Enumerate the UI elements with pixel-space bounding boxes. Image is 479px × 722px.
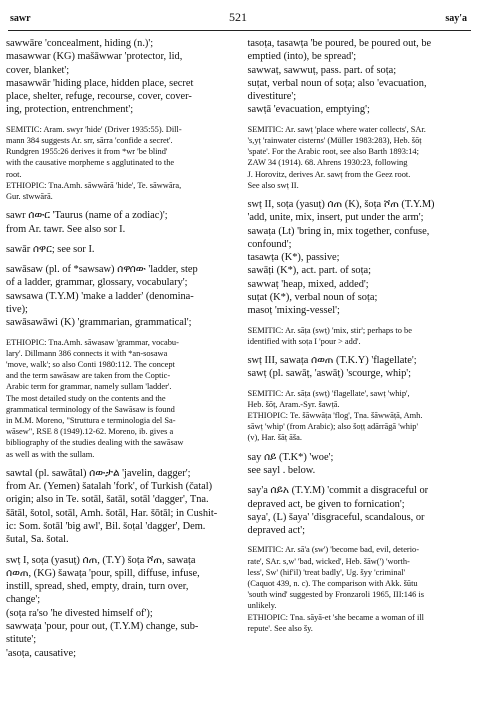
text-line: identified with soṭa I 'pour > add'. xyxy=(247,336,361,346)
text-line: sawāṭi (K*), act. part. of soṭa; xyxy=(247,265,371,277)
text-line: sawaṭa (Lt) 'bring in, mix together, confuse, xyxy=(247,225,430,237)
text-line: suṭat (K*), verbal noun of soṭa; xyxy=(247,292,378,304)
dictionary-entry xyxy=(248,37,474,117)
text-line: depraved act, be given to fornication'; xyxy=(247,498,405,510)
dictionary-entry xyxy=(6,467,232,547)
header-left-guide-word: sawr xyxy=(10,13,31,24)
text-line: from Ar. (Yemen) šatalah 'fork', of Turkish (čatal) xyxy=(6,481,213,493)
text-line: 'asoṭa, causative; xyxy=(6,647,76,659)
text-line: Rundgren 1955:26 derives it from *wr 'be blind' xyxy=(6,147,168,157)
text-line: masawwār 'hiding place, hidden place, secret xyxy=(6,77,194,89)
text-line: (Caquot 439, n. c). The comparison with Akk. šūtu xyxy=(247,579,418,589)
text-line: sawwaṭ 'heap, mixed, added'; xyxy=(247,278,369,290)
text-line: sawwaṭ, sawwuṭ, pass. part. of soṭa; xyxy=(247,64,397,76)
text-line: ETHIOPIC: Tna.Amh. sāwwārā 'hide', Te. sāwwāra, xyxy=(6,180,182,190)
text-line: grammatical terminology of the Sawāsaw is found xyxy=(6,404,175,414)
left-column xyxy=(6,37,234,718)
text-line: from Ar. tawr. See also sor I. xyxy=(6,223,126,235)
etymology-note xyxy=(248,544,474,634)
right-column xyxy=(246,37,474,718)
text-line: lary'. Dillmann 386 connects it with *an-sosawa xyxy=(6,348,168,358)
text-line: stitute'; xyxy=(6,634,37,646)
text-line: 's,yṭ 'rainwater cisterns' (Müller 1983:283), Heb. šōṭ xyxy=(247,135,422,145)
text-line: tasoṭa, tasawṭa 'be poured, be poured out, be xyxy=(247,38,432,49)
text-line: sawwāre 'concealment, hiding (n.)'; xyxy=(6,38,154,49)
text-line: masawwar (KG) mašāwwar 'protector, lid, xyxy=(6,51,183,63)
text-line: sawsawa (T.Y.M) 'make a ladder' (denomina- xyxy=(6,290,194,302)
text-line: instill, spread, shed, empty, drain, turn over, xyxy=(6,581,189,593)
text-line: Arabic term for grammar, namely sullam 'ladder'. xyxy=(6,382,172,392)
text-line: ETHIOPIC: Tna.Amh. sāwasaw 'grammar, vocabu- xyxy=(6,337,179,347)
dictionary-entry xyxy=(248,484,474,537)
text-line: depraved act'; xyxy=(247,525,306,537)
text-line: SEMITIC: Ar. sawṭ 'place where water collects', SAr. xyxy=(247,124,426,134)
text-line: SEMITIC: Ar. sā'a (sw') 'become bad, evil, deterio- xyxy=(247,545,420,555)
text-line: say'a ሰይአ (T.Y.M) 'commit a disgraceful or xyxy=(247,485,429,497)
text-line: say ሰይ (T.K*) 'woe'; xyxy=(247,451,334,463)
text-line: ETHIOPIC: Te. šāwwāṭa 'flog', Tna. šāwwāṭā, Amh. xyxy=(247,411,423,421)
text-line: šātāl, šotol, sotāl, Amh. šotāl, Har. šōtāl; in Cushit- xyxy=(6,507,218,519)
etymology-note xyxy=(248,388,474,444)
text-line: suṭat, verbal noun of soṭa; also 'evacuation, xyxy=(247,77,427,89)
etymology-note xyxy=(248,124,474,191)
etymology-note xyxy=(6,124,232,202)
text-line: repute'. See also šy. xyxy=(247,623,313,633)
text-line: ing, protection, entrenchment'; xyxy=(6,104,134,116)
text-line: emptied (into), be spread'; xyxy=(247,51,357,63)
header-right-guide-word: say'a xyxy=(445,13,467,24)
text-line: confound'; xyxy=(247,238,292,250)
text-line: sawtal (pl. sawātal) ሰውታል 'javelin, dagger'; xyxy=(6,467,191,479)
text-line: unlikely. xyxy=(247,601,277,611)
text-line: saya', (L) šaya' 'disgraceful, scandalous, or xyxy=(247,511,425,523)
text-line: sawār ሰዋር; see sor I. xyxy=(6,243,95,255)
text-line: swṭ II, soṭa (yasuṭ) ሰጠ (K), šoṭa ሾጠ (T.Y.M) xyxy=(247,199,435,210)
text-line: wāsew", RSE 8 (1949).12-62. Moreno, ib. gives a xyxy=(6,427,174,437)
text-line: J. Horovitz, derives Ar. sawṭ from the Geez root. xyxy=(247,169,411,179)
text-line: sawāsaw (pl. of *sawsaw) ሰዋሰው 'ladder, step xyxy=(6,264,198,276)
text-line: tasawṭa (K*), passive; xyxy=(247,252,340,264)
text-line: and the term sawāsaw are taken from the Coptic- xyxy=(6,371,171,381)
dictionary-entry xyxy=(6,37,232,117)
etymology-note xyxy=(248,325,474,347)
text-line: The most detailed study on the contents and the xyxy=(6,393,166,403)
text-line: sawṭā 'evacuation, emptying'; xyxy=(247,104,370,116)
text-line: See also swṭ II. xyxy=(247,180,299,190)
text-line: in M.M. Moreno, "Struttura e terminologia del Sa- xyxy=(6,416,176,425)
text-line: swṭ I, soṭa (yasuṭ) ሰጠ, (T.Y) šoṭa ሾጠ, sawaṭa xyxy=(6,554,196,566)
text-line: cover, blanket'; xyxy=(6,64,70,76)
text-line: SEMITIC: Ar. sāṭa (swṭ) 'mix, stir'; perhaps to be xyxy=(247,325,412,335)
text-line: divestiture'; xyxy=(247,91,297,103)
text-line: 'spate'. For the Arabic root, see also Barth 1893:14; xyxy=(247,147,419,157)
text-line: mann 384 suggests Ar. srr, sārra 'confide a secret'. xyxy=(6,135,173,145)
text-line: as well as with the sullam. xyxy=(6,449,95,459)
text-line: swṭ III, sawaṭa ሰወጠ (T.K.Y) 'flagellate'; xyxy=(247,355,417,367)
text-line: SEMITIC: Aram. swyr 'hide' (Driver 1935:55). Dill- xyxy=(6,124,182,134)
text-line: ETHIOPIC: Tna. sāyā-et 'she became a woman of ill xyxy=(247,612,424,622)
text-line: SEMITIC: Ar. sāṭa (swṭ) 'flagellate', sawṭ 'whip', xyxy=(247,388,410,398)
dictionary-entry xyxy=(248,198,474,318)
text-line: sawwaṭa 'pour, pour out, (T.Y.M) change, sub- xyxy=(6,621,199,633)
running-header xyxy=(10,10,467,26)
text-line: change'; xyxy=(6,594,41,606)
text-line: see sayl . below. xyxy=(247,464,316,476)
text-line: bibliography of the studies dealing with the sawāsaw xyxy=(6,438,184,448)
text-line: (soṭa ra'so 'he divested himself of'); xyxy=(6,607,153,619)
text-line: sawr ሰውር 'Taurus (name of a zodiac)'; xyxy=(6,210,168,222)
header-rule xyxy=(8,30,471,31)
text-line: 'south wind' suggested by Fronzaroli 1965, III:146 is xyxy=(247,590,425,600)
text-line: 'add, unite, mix, insert, put under the arm'; xyxy=(247,212,424,224)
text-line: sāwṭ 'whip' (from Arabic); also šoṭṭ adārrāgā 'whip' xyxy=(247,422,418,432)
text-line: origin; also in Te. sotāl, šatāl, sotāl 'dagger', Tna. xyxy=(6,494,209,506)
dictionary-entry xyxy=(248,354,474,381)
text-line: root. xyxy=(6,169,22,179)
text-line: rate', SAr. s,w' 'bad, wicked', Heb. šāw(') 'worth- xyxy=(247,556,410,566)
text-line: ZAW 34 (1914). 68. Ahrens 1930:23, following xyxy=(247,158,408,168)
page-number: 521 xyxy=(228,10,247,24)
text-line: tive); xyxy=(6,303,28,315)
text-line: Heb. šōṭ, Aram.-Syr. šawṭā. xyxy=(247,399,340,409)
text-line: ic: Som. šotāl 'big awl', Bil. šoṭal 'dagger', Dem. xyxy=(6,521,206,532)
text-line: ሰወጠ, (KG) šawaṭa 'pour, spill, diffuse, infuse, xyxy=(6,567,200,579)
text-line: with the causative morpheme s agglutinated to the xyxy=(6,158,175,168)
dictionary-entry xyxy=(248,451,474,478)
dictionary-columns xyxy=(6,37,473,718)
text-line: šutal, Sa. šotal. xyxy=(6,534,69,546)
text-line: 'move, walk'; so also Conti 1980:112. The concept xyxy=(6,359,175,369)
dictionary-entry xyxy=(6,209,232,236)
etymology-note xyxy=(6,337,232,460)
text-line: place, shelter, refuge, recourse, cover, cover- xyxy=(6,91,192,103)
text-line: sawāsawāwi (K) 'grammarian, grammatical'; xyxy=(6,317,192,329)
text-line: Gur. sīwwārā. xyxy=(6,192,53,201)
dictionary-entry xyxy=(6,263,232,329)
text-line: of a ladder, grammar, glossary, vocabulary'; xyxy=(6,277,188,289)
dictionary-entry xyxy=(6,554,232,660)
text-line: masoṭ 'mixing-vessel'; xyxy=(247,305,340,317)
text-line: (v), Har. šāṭ āša. xyxy=(247,433,302,443)
text-line: sawṭ (pl. sawāṭ, 'aswāṭ) 'scourge, whip'; xyxy=(247,368,412,380)
dictionary-entry xyxy=(6,243,232,256)
text-line: less', Sw' (hif'il) 'treat badly', Ug. šyy 'criminal' xyxy=(247,567,406,577)
